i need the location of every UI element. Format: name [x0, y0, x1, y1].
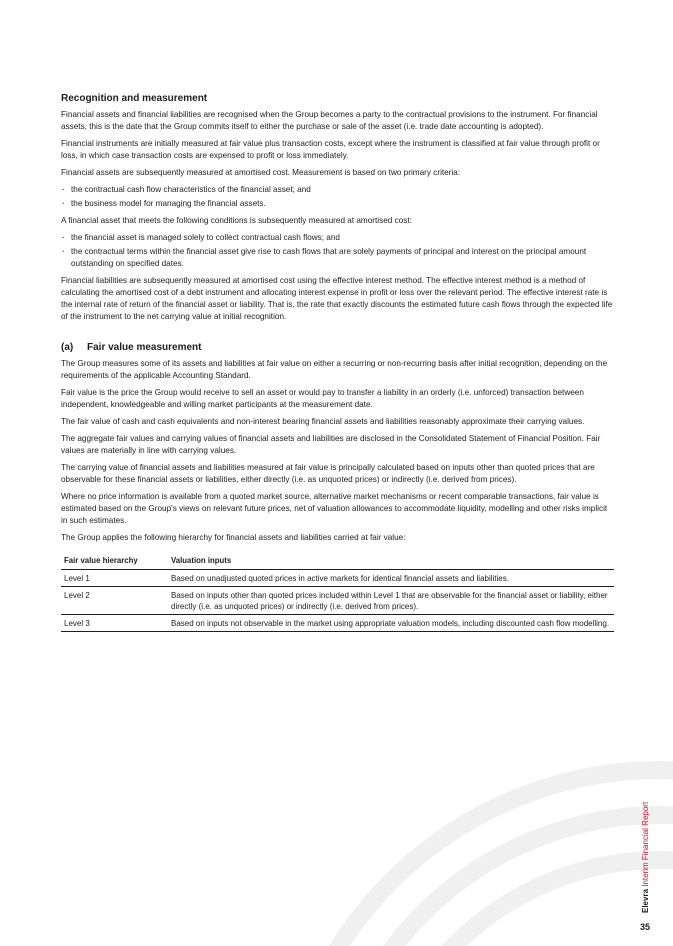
column-header: Fair value hierarchy: [61, 553, 168, 570]
paragraph: Financial instruments are initially measured at fair value plus transaction costs, except where the instrument is classified at fair value through profit or loss, in which case transaction costs are expensed to profit or loss immediately.: [61, 139, 600, 160]
paragraph: Where no price information is available from a quoted market source, alternative market mechanisms or recent comparable transactions, fair value is estimated based on the Group's views on relevant future prices, net of valuation allowances to accommodate liquidity, modelling and other risks implicit in such estimates.: [61, 492, 608, 525]
subsection-title: Fair value measurement: [87, 342, 202, 353]
paragraph: The aggregate fair values and carrying values of financial assets and liabilities are disclosed in the Consolidated Statement of Financial Position. Fair values are materially in line with carrying values.: [61, 434, 601, 455]
table-cell: Level 3: [61, 615, 168, 632]
table-row: [61, 570, 614, 587]
bullet-list: [61, 184, 614, 210]
bullet-list: [61, 232, 614, 270]
paragraph: Financial assets and financial liabilities are recognised when the Group becomes a party to the contractual provisions to the instrument. For financial assets, this is the date that the Group commits itself to either the purchase or sale of the asset (i.e. trade date accounting is adopted).: [61, 110, 598, 131]
report-title: Interim Financial Report: [641, 801, 650, 887]
table-cell: Level 2: [61, 587, 168, 615]
paragraph: Fair value is the price the Group would receive to sell an asset or would pay to transfer a liability in an orderly (i.e. unforced) transaction between independent, knowledgeable and willing market participants at the measurement date.: [61, 388, 584, 409]
table-cell: Level 1: [61, 570, 168, 587]
page-number: 35: [640, 922, 651, 932]
brand-name: Elevra: [641, 888, 650, 913]
arc-middle: [325, 815, 673, 946]
table-row: [61, 615, 614, 632]
list-item: · the business model for managing the financial assets.: [61, 198, 614, 210]
report-label-text: [637, 780, 655, 913]
table-cell: Based on inputs not observable in the market using appropriate valuation models, including discounted cash flow modelling.: [168, 615, 614, 632]
paragraph: The Group measures some of its assets and liabilities at fair value on either a recurring or non-recurring basis after initial recognition, depending on the requirements of the applicable Accounting Standard.: [61, 359, 608, 380]
subsection-letter: (a): [61, 342, 74, 353]
document-body: [61, 92, 614, 632]
subsection-heading: [61, 341, 614, 354]
table-row: [61, 587, 614, 615]
paragraph: The fair value of cash and cash equivalents and non-interest bearing financial assets and liabilities reasonably approximate their carrying values.: [61, 417, 585, 426]
table-cell: Based on unadjusted quoted prices in active markets for identical financial assets and liabilities.: [168, 570, 614, 587]
fair-value-hierarchy-table: [61, 553, 614, 632]
list-item: · the contractual cash flow characteristics of the financial asset; and: [61, 184, 614, 196]
table-cell: Based on inputs other than quoted prices included within Level 1 that are observable for the financial asset or liability, either directly (i.e. as unquoted prices) or indirectly (i.e. derived from prices).: [168, 587, 614, 615]
list-item: · the contractual terms within the financial asset give rise to cash flows that are solely payments of principal and interest on the principal amount outstanding on specified dates.: [61, 246, 614, 270]
report-side-label: [637, 780, 655, 913]
paragraph: The carrying value of financial assets and liabilities measured at fair value is principally calculated based on inputs other than quoted prices that are observable for these financial assets or liabilities, either directly (i.e. as unquoted prices) or indirectly (i.e. derived from prices).: [61, 463, 595, 484]
paragraph: Financial liabilities are subsequently measured at amortised cost using the effective interest method. The effective interest method is a method of calculating the amortised cost of a debt instrument and allocating interest expense in profit or loss over the relevant period. The effective interest rate is the internal rate of return of the financial asset or liability. That is, the rate that exactly discounts the estimated future cash flows through the expected life of the instrument to the net carrying value at initial recognition.: [61, 276, 613, 321]
list-item: · the financial asset is managed solely to collect contractual cash flows; and: [61, 232, 614, 244]
column-header: Valuation inputs: [168, 553, 614, 570]
paragraph: A financial asset that meets the following conditions is subsequently measured at amortised cost:: [61, 216, 412, 225]
paragraph: Financial assets are subsequently measured at amortised cost. Measurement is based on two primary criteria:: [61, 168, 461, 177]
section-heading: Recognition and measurement: [61, 93, 208, 104]
table-header-row: [61, 553, 614, 570]
paragraph: The Group applies the following hierarchy for financial assets and liabilities carried at fair value:: [61, 533, 406, 542]
